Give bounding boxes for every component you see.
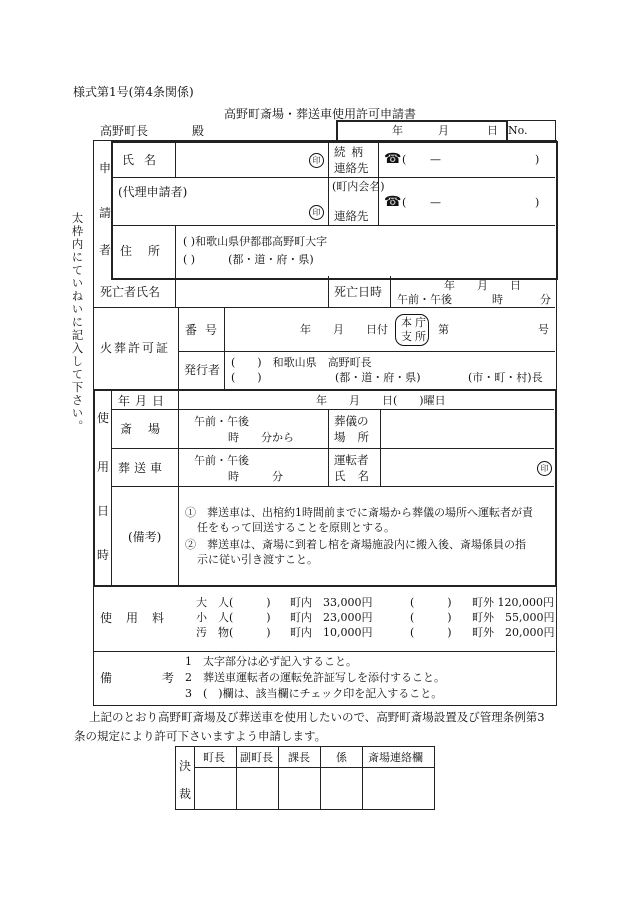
usage-group-2: 用 [97, 460, 110, 474]
fee-row-out: 町外 120,000円 [472, 596, 554, 609]
death-datetime-label: 死亡日時 [334, 285, 383, 299]
phone-open-2: ( [402, 196, 407, 209]
phone-icon: ☎ [384, 151, 402, 167]
death-ampm: 午前・午後 [397, 293, 452, 306]
contact-label: 連絡先 [334, 161, 369, 175]
fee-row-mid: ( ) [410, 611, 452, 624]
relation-label: 続柄 [334, 145, 369, 159]
deceased-name-label: 死亡者氏名 [100, 285, 161, 299]
permit-date: 年 月 日付 [300, 323, 388, 336]
form-number: 様式第1号(第4条関係) [73, 85, 194, 99]
fee-row-mid: ( ) [410, 626, 452, 639]
phone-dash-2: — [430, 196, 441, 209]
fee-row-in: 町内 10,000円 [290, 626, 373, 639]
issuer-pref: (都・道・府・県) [335, 371, 421, 384]
fee-row-cat: 小 人( ) [196, 611, 271, 624]
addressee-suffix: 殿 [192, 124, 205, 138]
funeral-label: 葬儀の [334, 414, 369, 428]
driver-seal-mark: 印 [537, 461, 552, 476]
usage-group-3: 日 [97, 504, 110, 518]
address-line2: ( ) (都・道・府・県) [183, 253, 314, 266]
side-note: 太枠内にていねいに記入して下さい。 [70, 212, 85, 433]
issuer-line2: ( ) [231, 371, 262, 384]
crematorium-label: 斎場 [120, 422, 177, 436]
crematorium-time1: 午前・午後 [194, 415, 249, 428]
remark-2: 2 葬送車運転者の運転免許証写しを添付すること。 [185, 671, 445, 684]
usage-date-label: 年月日 [118, 394, 170, 408]
statement-line1: 上記のとおり高野町斎場及び葬送車を使用したいので、高野町斎場設置及び管理条例第3 [89, 710, 545, 724]
issuer-line1: ( ) 和歌山県 高野町長 [231, 356, 372, 369]
phone-close-2: ) [535, 196, 540, 209]
assoc-label: (町内会名) [332, 180, 385, 193]
usage-date-value: 年 月 日( )曜日 [316, 394, 446, 407]
fee-row-in: 町内 23,000円 [290, 611, 373, 624]
notes-label: (備考) [128, 530, 162, 544]
fee-row-out: 町外 55,000円 [472, 611, 555, 624]
no-label: No. [508, 124, 528, 137]
permit-number-label: 番号 [185, 323, 226, 337]
approval-col-staff: 係 [336, 751, 347, 764]
applicant-group-1: 申 [99, 161, 112, 175]
issuer-label: 発行者 [184, 363, 221, 377]
address-line1: ( )和歌山県伊都郡高野町大字 [183, 235, 328, 248]
death-ymd: 年 月 日 [444, 279, 521, 292]
approval-col-mayor: 町長 [203, 751, 225, 764]
fee-row-out: 町外 20,000円 [472, 626, 555, 639]
contact-label-2: 連絡先 [334, 209, 369, 223]
date-year: 年 [392, 124, 403, 137]
usage-group-4: 時 [97, 548, 110, 562]
applicant-group-3: 者 [99, 243, 112, 257]
name-label: 氏名 [122, 153, 167, 167]
place-label: 場所 [334, 430, 381, 444]
phone-open: ( [402, 153, 407, 166]
issuer-city: (市・町・村)長 [468, 371, 543, 384]
proxy-seal-mark: 印 [309, 205, 324, 220]
crematorium-time2: 時 分から [228, 431, 294, 444]
fee-row-cat: 大 人( ) [196, 596, 271, 609]
office-branch: 支所 [401, 330, 429, 343]
usage-group-1: 使 [97, 411, 110, 425]
death-hour: 時 [492, 293, 503, 306]
approval-col-crematorium: 斎場連絡欄 [368, 751, 423, 764]
seal-mark: 印 [309, 153, 324, 168]
approval-col-chief: 課長 [288, 751, 310, 764]
usage-box [93, 389, 557, 587]
driver-name-label: 氏名 [334, 469, 381, 483]
hearse-time2: 時 分 [228, 470, 283, 483]
permit-label: 火葬許可証 [100, 341, 171, 355]
statement-line2: 条の規定により許可下さいますよう申請します。 [74, 729, 327, 743]
death-minute: 分 [540, 293, 551, 306]
applicant-group-2: 請 [99, 206, 112, 220]
approval-label-1: 決 [179, 759, 192, 773]
permit-dai: 第 [438, 323, 449, 336]
note1-a: ① 葬送車は、出棺約1時間前までに斎場から葬儀の場所へ運転者が責 [185, 506, 533, 519]
fee-row-mid: ( ) [410, 596, 452, 609]
fee-label: 使用料 [100, 611, 179, 625]
hearse-time1: 午前・午後 [194, 454, 249, 467]
hearse-label: 葬送車 [118, 461, 167, 475]
date-box [336, 120, 508, 142]
remark-3: 3 ( )欄は、該当欄にチェック印を記入すること。 [185, 687, 443, 700]
driver-label: 運転者 [334, 453, 369, 467]
proxy-label: (代理申請者) [118, 185, 188, 199]
approval-col-deputy: 副町長 [240, 751, 273, 764]
office-main: 本庁 [401, 316, 429, 329]
approval-label-2: 裁 [179, 787, 192, 801]
note1-b: 任をもって回送することを原則とする。 [197, 521, 395, 534]
phone-icon-2: ☎ [384, 194, 402, 210]
fee-row-cat: 汚 物( ) [196, 626, 271, 639]
date-day: 日 [487, 124, 498, 137]
addressee: 高野町長 [100, 124, 149, 138]
page-title: 高野町斎場・葬送車使用許可申請書 [224, 107, 417, 121]
remark-1: 1 太字部分は必ず記入すること。 [185, 655, 357, 668]
address-label: 住所 [120, 244, 177, 258]
date-month: 月 [438, 124, 449, 137]
phone-dash: — [430, 153, 441, 166]
phone-close: ) [535, 153, 540, 166]
fee-row-in: 町内 33,000円 [290, 596, 373, 609]
permit-go: 号 [538, 323, 549, 336]
note2-a: ② 葬送車は、斎場に到着し棺を斎場施設内に搬入後、斎場係員の指 [185, 538, 526, 551]
note2-b: 示に従い引き渡すこと。 [197, 553, 318, 566]
remarks-label: 備考 [100, 671, 225, 685]
